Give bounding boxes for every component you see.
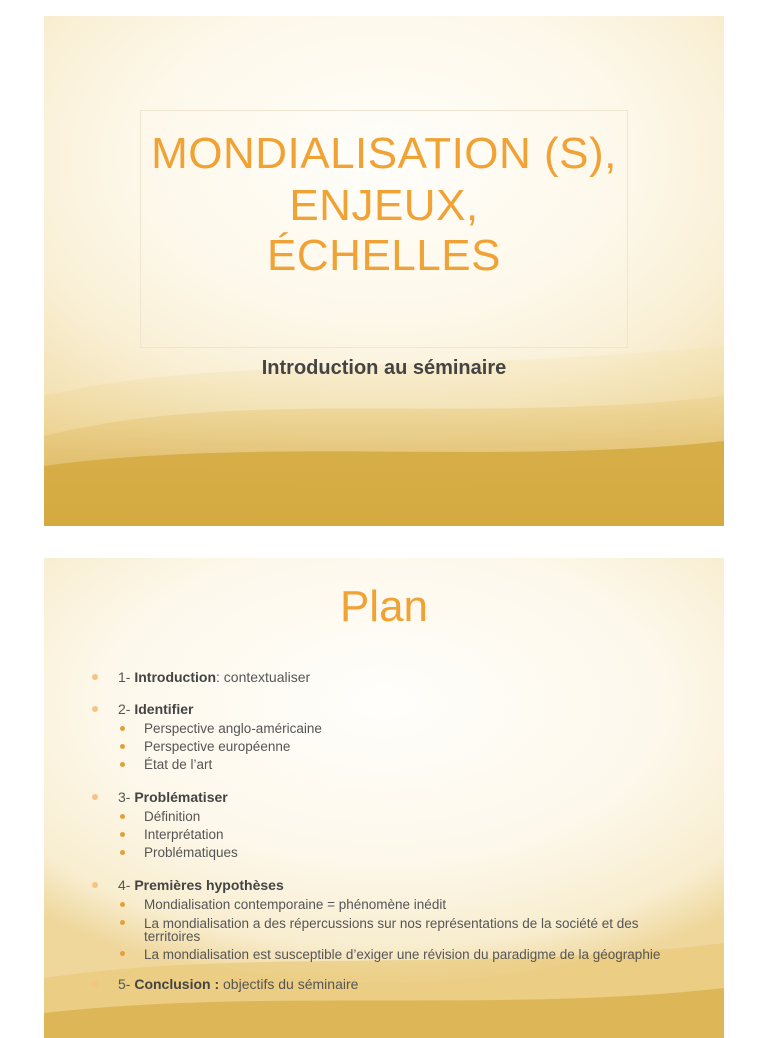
sub-item-text: La mondialisation a des répercussions sur nos représentations de la société et des territoires: [144, 916, 639, 944]
bullet-icon: [92, 674, 98, 680]
sub-item-text: Problématiques: [144, 845, 238, 860]
plan-item-number: 5-: [118, 976, 135, 992]
sub-item: [118, 738, 692, 756]
sub-item-text: Interprétation: [144, 827, 224, 842]
plan-item-heading: Introduction: [134, 669, 216, 685]
plan-item-number: 2-: [118, 701, 135, 717]
sub-item: [118, 720, 692, 738]
sub-item: [118, 844, 692, 862]
plan-item-number: 3-: [118, 789, 135, 805]
sub-list: [118, 896, 692, 963]
plan-title: Plan: [339, 582, 429, 631]
bullet-icon: [92, 794, 98, 800]
plan-item: [92, 876, 692, 963]
plan-list: [92, 668, 692, 993]
sub-item-text: Perspective anglo-américaine: [144, 721, 322, 736]
sub-item: [118, 826, 692, 844]
slide-subtitle: Introduction au séminaire: [261, 357, 507, 379]
sub-item: [118, 756, 692, 774]
plan-item-heading: Premières hypothèses: [134, 877, 284, 893]
plan-slide: [44, 558, 724, 1038]
sub-bullet-icon: [120, 951, 125, 956]
sub-bullet-icon: [120, 726, 125, 731]
sub-bullet-icon: [120, 850, 125, 855]
sub-item: [118, 896, 692, 914]
plan-item: [92, 788, 692, 862]
sub-item: [118, 808, 692, 826]
plan-item: [92, 668, 692, 686]
sub-item-text: La mondialisation est susceptible d’exiger une révision du paradigme de la géographie: [144, 947, 661, 962]
plan-item-number: 1-: [118, 669, 135, 685]
sub-list: [118, 808, 692, 862]
title-slide: [44, 16, 724, 526]
sub-bullet-icon: [120, 744, 125, 749]
sub-item: [118, 945, 692, 963]
sub-bullet-icon: [120, 902, 125, 907]
plan-item-heading: Identifier: [134, 701, 194, 717]
sub-bullet-icon: [120, 814, 125, 819]
plan-item-text: objectifs du séminaire: [219, 976, 359, 992]
sub-bullet-icon: [120, 920, 125, 925]
sub-item-text: État de l’art: [144, 757, 213, 772]
sub-item-text: Perspective européenne: [144, 739, 291, 754]
sub-list: [118, 720, 692, 774]
sub-item-text: Mondialisation contemporaine = phénomène inédit: [144, 897, 447, 912]
bullet-icon: [92, 706, 98, 712]
bullet-icon: [92, 981, 98, 987]
plan-item: [92, 700, 692, 774]
plan-item-heading: Problématiser: [134, 789, 228, 805]
plan-item-heading: Conclusion :: [134, 976, 220, 992]
sub-bullet-icon: [120, 762, 125, 767]
title-line-1: MONDIALISATION (S),: [151, 129, 617, 178]
plan-item: [92, 975, 692, 993]
sub-bullet-icon: [120, 832, 125, 837]
plan-item-text: : contextualiser: [216, 669, 311, 685]
sub-item: [118, 914, 692, 945]
title-line-3: ÉCHELLES: [267, 231, 501, 280]
bullet-icon: [92, 882, 98, 888]
plan-item-number: 4-: [118, 877, 135, 893]
sub-item-text: Définition: [144, 809, 201, 824]
title-line-2: ENJEUX,: [289, 181, 479, 230]
